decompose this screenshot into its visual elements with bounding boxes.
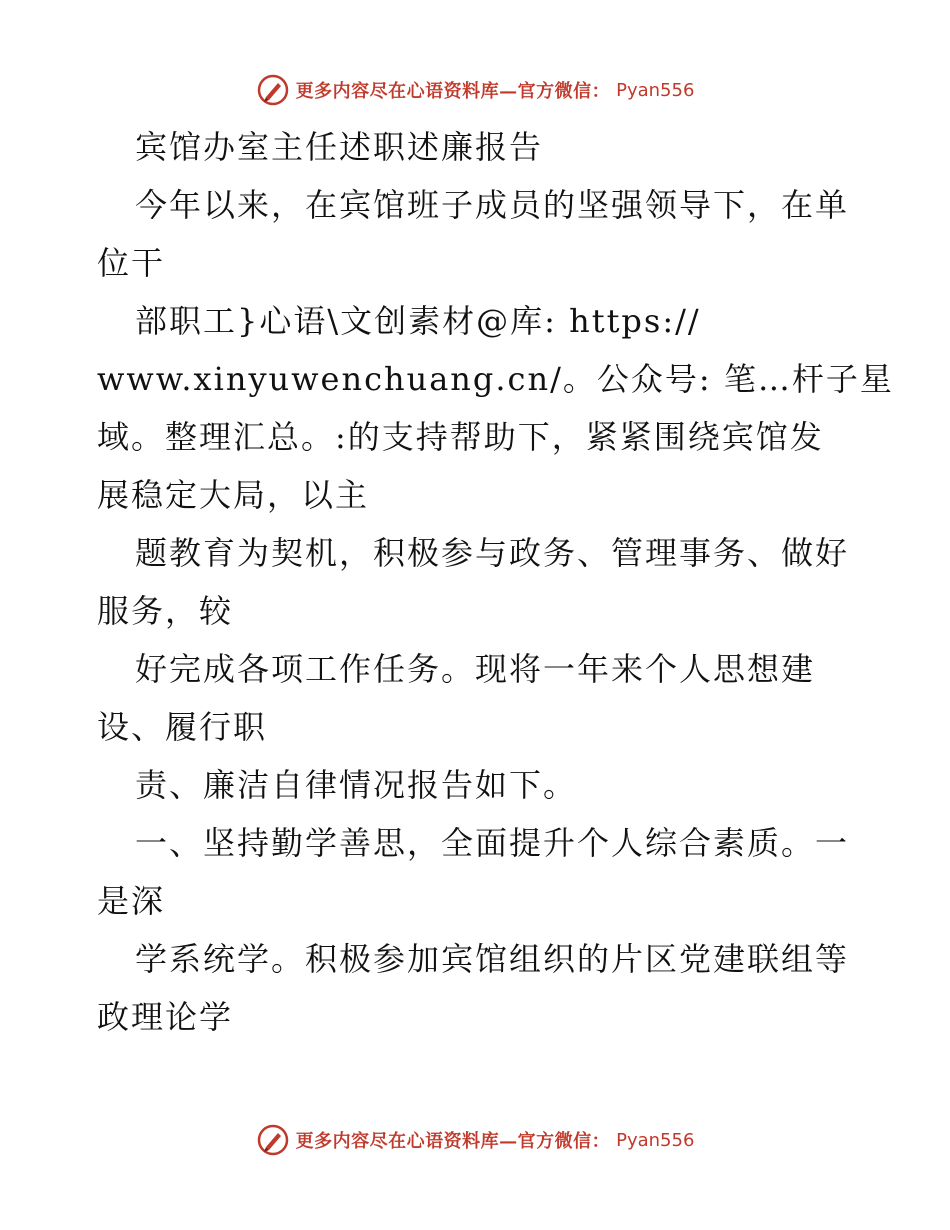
text-line: 政理论学 (97, 998, 234, 1036)
text-line: 服务，较 (97, 592, 234, 630)
text-line: 是深 (97, 882, 166, 920)
text-line: 今年以来，在宾馆班子成员的坚强领导下，在单 (135, 186, 850, 224)
text-line: 域。整理汇总。:的支持帮助下，紧紧围绕宾馆发 (97, 418, 824, 456)
text-line: 好完成各项工作任务。现将一年来个人思想建 (135, 650, 816, 688)
text-line: www.xinyuwenchuang.cn/。公众号: 笔…杆子星 (97, 360, 894, 398)
banner-text: 更多内容尽在心语资料库—官方微信： (295, 1131, 611, 1152)
text-line: 设、履行职 (97, 708, 268, 746)
text-line: 学系统学。积极参加宾馆组织的片区党建联组等 (135, 940, 850, 978)
header-banner (0, 70, 950, 110)
banner-wechat-id: Pyan556 (616, 79, 695, 101)
text-line: 部职工}心语\文创素材@库: https:// (135, 302, 701, 340)
text-line: 位干 (97, 244, 166, 282)
text-line: 责、廉洁自律情况报告如下。 (135, 766, 578, 804)
text-line: 一、坚持勤学善思，全面提升个人综合素质。一 (135, 824, 850, 862)
footer-banner (0, 1120, 950, 1160)
pen-logo-icon (256, 1123, 290, 1157)
document-body (97, 118, 894, 1046)
banner-wechat-id: Pyan556 (616, 1129, 695, 1151)
document-title: 宾馆办室主任述职述廉报告 (135, 128, 544, 166)
pen-logo-icon (256, 73, 290, 107)
text-line: 题教育为契机，积极参与政务、管理事务、做好 (135, 534, 850, 572)
text-line: 展稳定大局，以主 (97, 476, 370, 514)
banner-text: 更多内容尽在心语资料库—官方微信： (295, 81, 611, 102)
